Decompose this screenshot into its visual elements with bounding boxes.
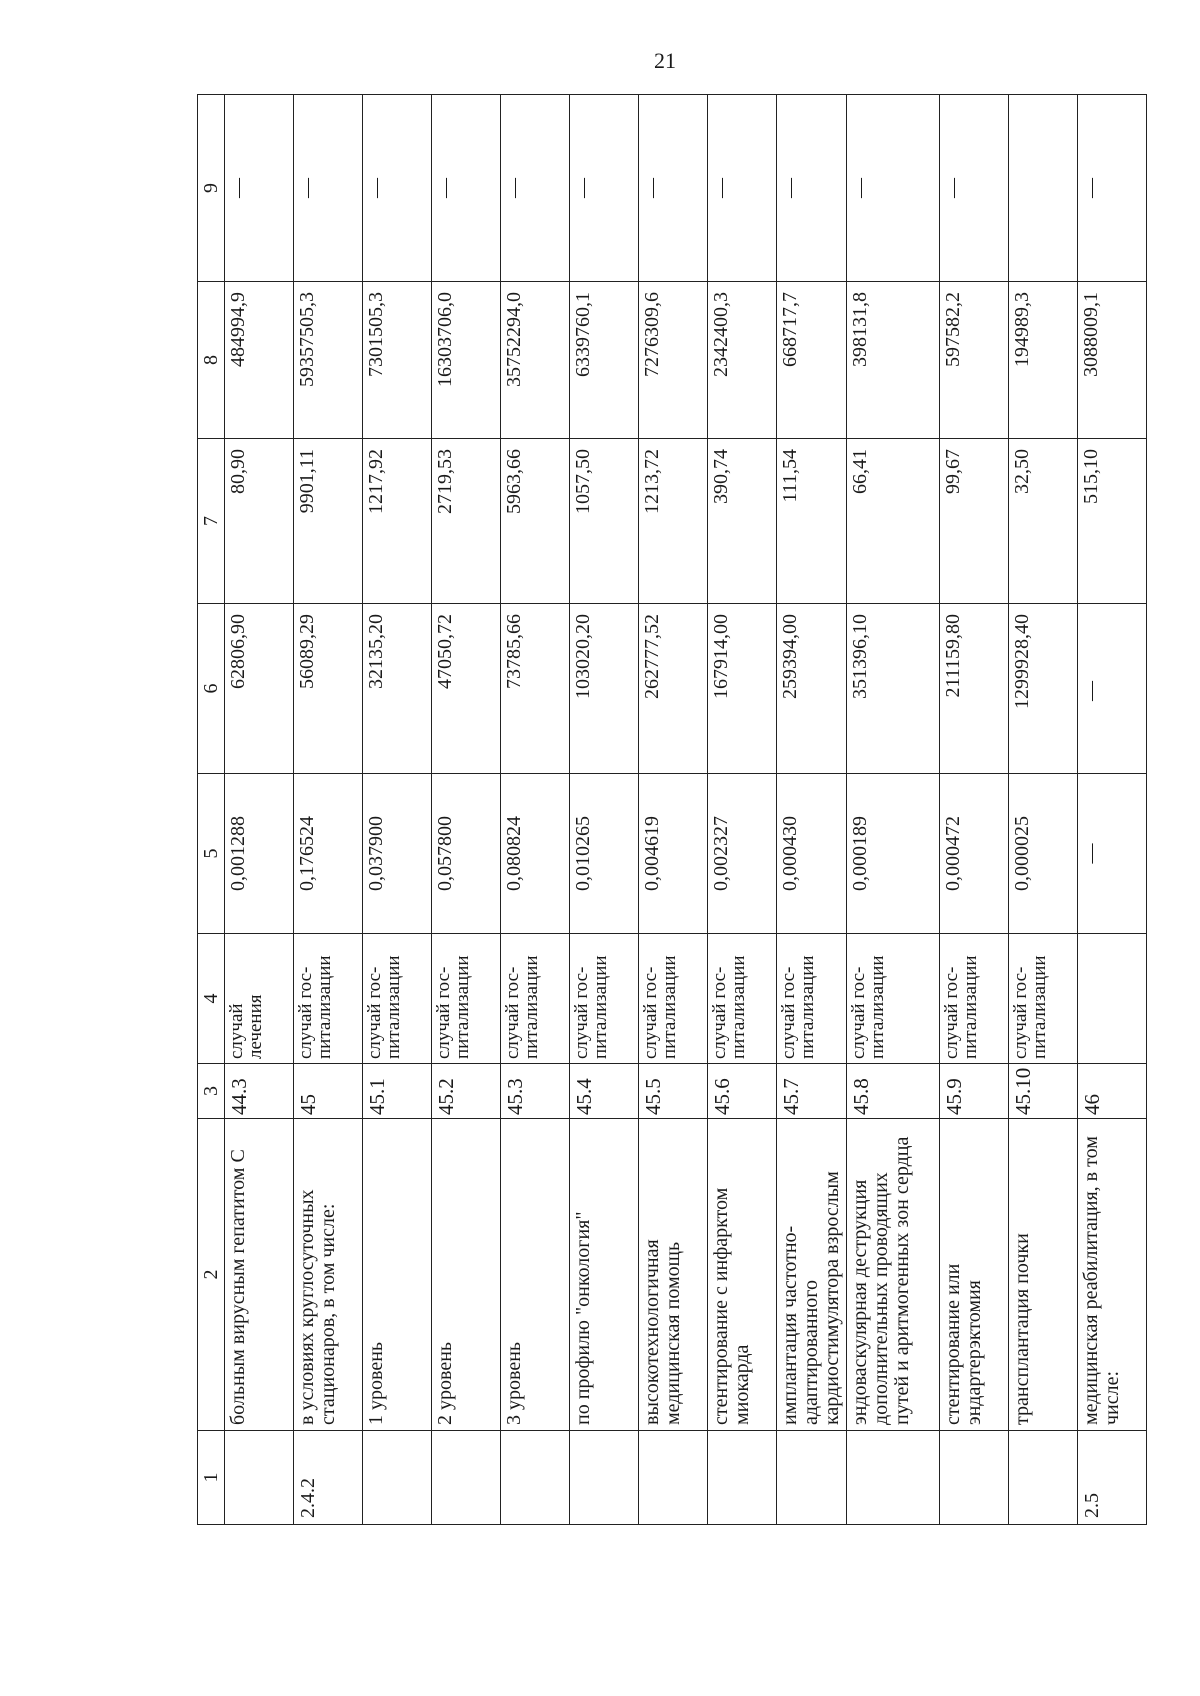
table-row (847, 95, 940, 1525)
col9-cell: — (225, 95, 294, 282)
per-capita-cell: 111,54 (777, 439, 847, 604)
total-cell: 398131,8 (847, 282, 940, 439)
col9-cell: — (501, 95, 570, 282)
per-capita-cell: 66,41 (847, 439, 940, 604)
table-row (708, 95, 777, 1525)
total-cell: 35752294,0 (501, 282, 570, 439)
total-cell: 7276309,6 (639, 282, 708, 439)
cost-per-unit-cell: 259394,00 (777, 604, 847, 774)
data-table (197, 94, 1147, 1525)
row-number-cell (940, 1431, 1009, 1525)
unit-cell: случай гос-питализации (294, 934, 363, 1064)
unit-cell: случай гос-питализации (501, 934, 570, 1064)
unit-cell: случай гос-питализации (940, 934, 1009, 1064)
col9-cell: — (294, 95, 363, 282)
per-capita-cell: 390,74 (708, 439, 777, 604)
row-number-cell (363, 1431, 432, 1525)
line-code-cell: 45.7 (777, 1064, 847, 1119)
table-row (570, 95, 639, 1525)
col9-cell: — (1078, 95, 1147, 282)
line-code-cell: 45 (294, 1064, 363, 1119)
table-row (294, 95, 363, 1525)
page-number: 21 (654, 48, 676, 73)
line-code-cell: 44.3 (225, 1064, 294, 1119)
cost-per-unit-cell: 167914,00 (708, 604, 777, 774)
indicator-name-cell: больным вирусным гепатитом С (225, 1119, 294, 1431)
header-cell: 1 (198, 1431, 225, 1525)
indicator-name-cell: стентирование или эндартерэктомия (940, 1119, 1009, 1431)
header-cell: 4 (198, 934, 225, 1064)
line-code-cell: 45.9 (940, 1064, 1009, 1119)
indicator-name-cell: имплантация частотно-адаптированного кардиостимулятора взрослым (777, 1119, 847, 1431)
col9-cell: — (363, 95, 432, 282)
col9-cell: — (777, 95, 847, 282)
table-row (940, 95, 1009, 1525)
header-cell: 2 (198, 1119, 225, 1431)
unit-cell: случай гос-питализации (708, 934, 777, 1064)
col9-cell: — (940, 95, 1009, 282)
rotated-table-container (197, 95, 1127, 1525)
per-capita-cell: 1213,72 (639, 439, 708, 604)
table-row (501, 95, 570, 1525)
header-cell: 3 (198, 1064, 225, 1119)
per-capita-cell: 1057,50 (570, 439, 639, 604)
per-capita-cell: 99,67 (940, 439, 1009, 604)
row-number-cell (847, 1431, 940, 1525)
total-cell: 59357505,3 (294, 282, 363, 439)
line-code-cell: 46 (1078, 1064, 1147, 1119)
per-capita-cell: 1217,92 (363, 439, 432, 604)
cost-per-unit-cell: 1299928,40 (1009, 604, 1078, 774)
total-cell: 668717,7 (777, 282, 847, 439)
cost-per-unit-cell: 211159,80 (940, 604, 1009, 774)
cost-per-unit-cell: 32135,20 (363, 604, 432, 774)
unit-cell: случай гос-питализации (432, 934, 501, 1064)
per-capita-cell: 80,90 (225, 439, 294, 604)
total-cell: 3088009,1 (1078, 282, 1147, 439)
col9-cell (1009, 95, 1078, 282)
row-number-cell (777, 1431, 847, 1525)
unit-cell: случай гос-питализации (777, 934, 847, 1064)
line-code-cell: 45.5 (639, 1064, 708, 1119)
cost-per-unit-cell: 351396,10 (847, 604, 940, 774)
col9-cell: — (708, 95, 777, 282)
line-code-cell: 45.4 (570, 1064, 639, 1119)
col9-cell: — (570, 95, 639, 282)
volume-cell: 0,037900 (363, 774, 432, 934)
table-row (777, 95, 847, 1525)
indicator-name-cell: высокотехнологичная медицинская помощь (639, 1119, 708, 1431)
table-row (432, 95, 501, 1525)
line-code-cell: 45.1 (363, 1064, 432, 1119)
cost-per-unit-cell: 103020,20 (570, 604, 639, 774)
volume-cell: 0,000025 (1009, 774, 1078, 934)
header-cell: 8 (198, 282, 225, 439)
cost-per-unit-cell: 47050,72 (432, 604, 501, 774)
line-code-cell: 45.3 (501, 1064, 570, 1119)
indicator-name-cell: 1 уровень (363, 1119, 432, 1431)
unit-cell: случай гос-питализации (847, 934, 940, 1064)
col9-cell: — (432, 95, 501, 282)
col9-cell: — (847, 95, 940, 282)
per-capita-cell: 9901,11 (294, 439, 363, 604)
indicator-name-cell: трансплантация почки (1009, 1119, 1078, 1431)
volume-cell: 0,080824 (501, 774, 570, 934)
line-code-cell: 45.10 (1009, 1064, 1078, 1119)
per-capita-cell: 32,50 (1009, 439, 1078, 604)
table-row (363, 95, 432, 1525)
volume-cell: 0,002327 (708, 774, 777, 934)
header-cell: 5 (198, 774, 225, 934)
total-cell: 6339760,1 (570, 282, 639, 439)
volume-cell: 0,000430 (777, 774, 847, 934)
volume-cell: 0,000189 (847, 774, 940, 934)
indicator-name-cell: 3 уровень (501, 1119, 570, 1431)
row-number-cell: 2.5 (1078, 1431, 1147, 1525)
indicator-name-cell: эндоваскулярная деструкция дополнительных проводящих путей и аритмогенных зон сердца (847, 1119, 940, 1431)
volume-cell: 0,001288 (225, 774, 294, 934)
cost-per-unit-cell: 62806,90 (225, 604, 294, 774)
cost-per-unit-cell: 56089,29 (294, 604, 363, 774)
unit-cell: случай гос-питализации (1009, 934, 1078, 1064)
line-code-cell: 45.8 (847, 1064, 940, 1119)
indicator-name-cell: в условиях круглосуточных стационаров, в том числе: (294, 1119, 363, 1431)
volume-cell: 0,176524 (294, 774, 363, 934)
volume-cell: — (1078, 774, 1147, 934)
unit-cell: случай гос-питализации (363, 934, 432, 1064)
cost-per-unit-cell: — (1078, 604, 1147, 774)
table-row (1009, 95, 1078, 1525)
indicator-name-cell: медицинская реабилитация, в том числе: (1078, 1119, 1147, 1431)
row-number-cell (1009, 1431, 1078, 1525)
per-capita-cell: 2719,53 (432, 439, 501, 604)
row-number-cell: 2.4.2 (294, 1431, 363, 1525)
row-number-cell (225, 1431, 294, 1525)
header-cell: 9 (198, 95, 225, 282)
per-capita-cell: 515,10 (1078, 439, 1147, 604)
line-code-cell: 45.6 (708, 1064, 777, 1119)
table-row (1078, 95, 1147, 1525)
volume-cell: 0,000472 (940, 774, 1009, 934)
row-number-cell (501, 1431, 570, 1525)
volume-cell: 0,010265 (570, 774, 639, 934)
cost-per-unit-cell: 73785,66 (501, 604, 570, 774)
volume-cell: 0,057800 (432, 774, 501, 934)
total-cell: 2342400,3 (708, 282, 777, 439)
per-capita-cell: 5963,66 (501, 439, 570, 604)
row-number-cell (432, 1431, 501, 1525)
col9-cell: — (639, 95, 708, 282)
table-row (225, 95, 294, 1525)
header-row (198, 95, 225, 1525)
volume-cell: 0,004619 (639, 774, 708, 934)
total-cell: 194989,3 (1009, 282, 1078, 439)
row-number-cell (570, 1431, 639, 1525)
indicator-name-cell: стентирование с инфарктом миокарда (708, 1119, 777, 1431)
indicator-name-cell: по профилю "онкология" (570, 1119, 639, 1431)
unit-cell: случай гос-питализации (570, 934, 639, 1064)
row-number-cell (708, 1431, 777, 1525)
unit-cell: случай гос-питализации (639, 934, 708, 1064)
table-row (639, 95, 708, 1525)
unit-cell (1078, 934, 1147, 1064)
cost-per-unit-cell: 262777,52 (639, 604, 708, 774)
indicator-name-cell: 2 уровень (432, 1119, 501, 1431)
total-cell: 16303706,0 (432, 282, 501, 439)
header-cell: 7 (198, 439, 225, 604)
total-cell: 597582,2 (940, 282, 1009, 439)
header-cell: 6 (198, 604, 225, 774)
total-cell: 7301505,3 (363, 282, 432, 439)
unit-cell: случай лечения (225, 934, 294, 1064)
total-cell: 484994,9 (225, 282, 294, 439)
row-number-cell (639, 1431, 708, 1525)
line-code-cell: 45.2 (432, 1064, 501, 1119)
